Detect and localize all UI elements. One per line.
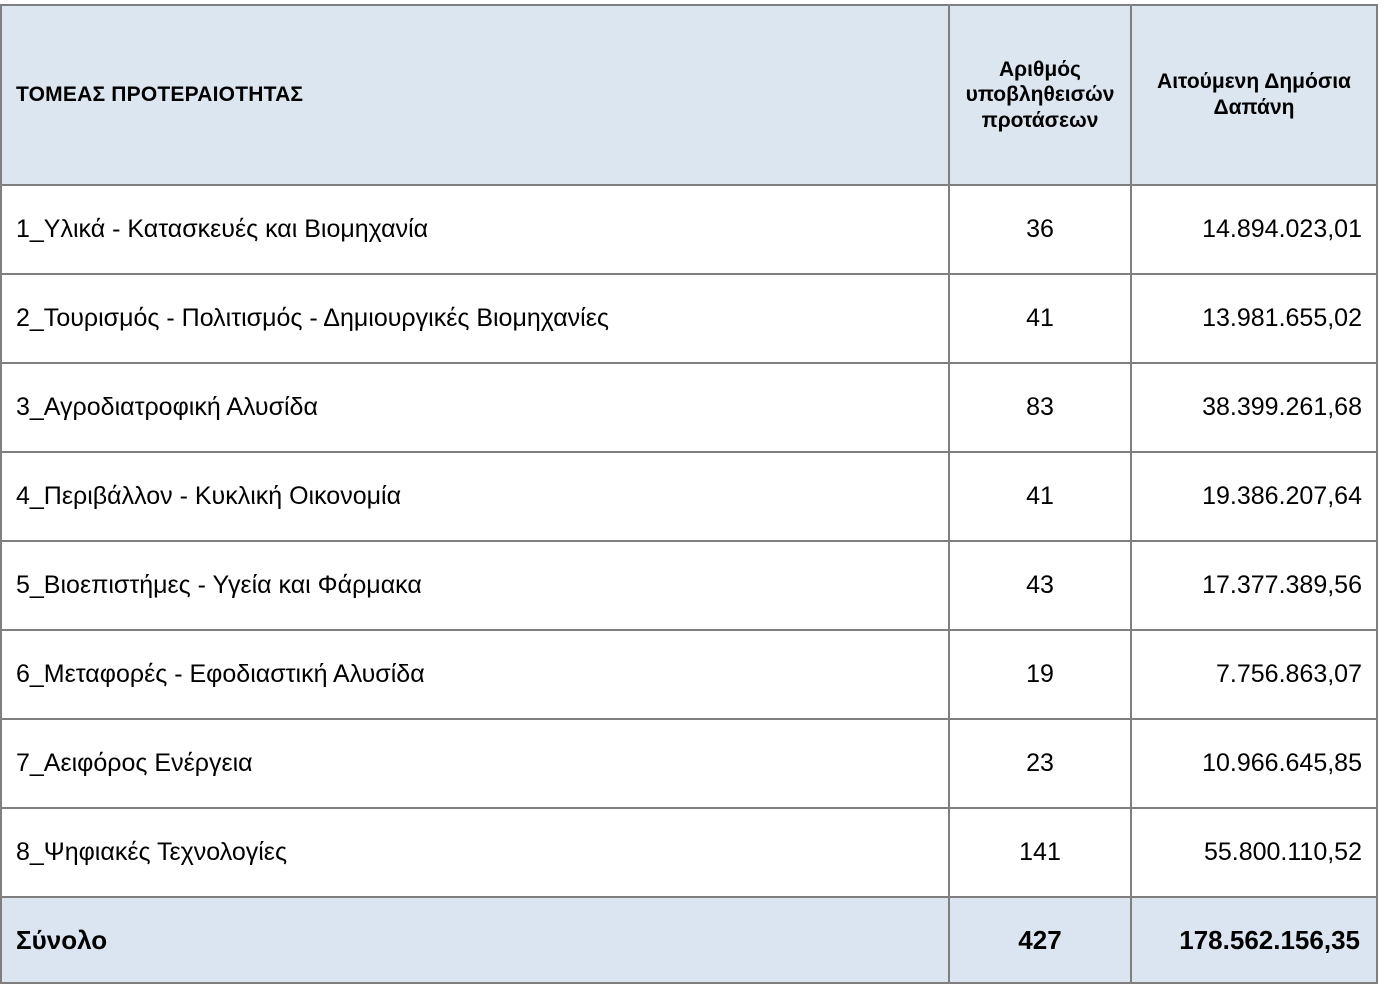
cell-amount: 19.386.207,64 xyxy=(1131,452,1377,541)
cell-sector: 1_Υλικά - Κατασκευές και Βιομηχανία xyxy=(1,185,949,274)
cell-count: 19 xyxy=(949,630,1131,719)
cell-sector: 6_Μεταφορές - Εφοδιαστική Αλυσίδα xyxy=(1,630,949,719)
column-header-amount: Αιτούμενη Δημόσια Δαπάνη xyxy=(1131,5,1377,185)
cell-count: 83 xyxy=(949,363,1131,452)
table-header xyxy=(1,5,1377,185)
total-label: Σύνολο xyxy=(1,897,949,983)
cell-sector: 4_Περιβάλλον - Κυκλική Οικονομία xyxy=(1,452,949,541)
cell-count: 43 xyxy=(949,541,1131,630)
table-row xyxy=(1,541,1377,630)
table-row xyxy=(1,363,1377,452)
column-header-sector: ΤΟΜΕΑΣ ΠΡΟΤΕΡΑΙΟΤΗΤΑΣ xyxy=(1,5,949,185)
table-row xyxy=(1,274,1377,363)
priority-sectors-table-container xyxy=(0,4,1376,984)
cell-count: 41 xyxy=(949,274,1131,363)
cell-sector: 3_Αγροδιατροφική Αλυσίδα xyxy=(1,363,949,452)
cell-amount: 7.756.863,07 xyxy=(1131,630,1377,719)
total-amount: 178.562.156,35 xyxy=(1131,897,1377,983)
cell-amount: 13.981.655,02 xyxy=(1131,274,1377,363)
cell-count: 41 xyxy=(949,452,1131,541)
cell-amount: 55.800.110,52 xyxy=(1131,808,1377,897)
cell-amount: 38.399.261,68 xyxy=(1131,363,1377,452)
table-row xyxy=(1,630,1377,719)
cell-sector: 2_Τουρισμός - Πολιτισμός - Δημιουργικές Βιομηχανίες xyxy=(1,274,949,363)
table-row xyxy=(1,452,1377,541)
table-row xyxy=(1,185,1377,274)
cell-count: 36 xyxy=(949,185,1131,274)
table-total-row xyxy=(1,897,1377,983)
cell-amount: 17.377.389,56 xyxy=(1131,541,1377,630)
cell-count: 23 xyxy=(949,719,1131,808)
table-footer xyxy=(1,897,1377,983)
cell-count: 141 xyxy=(949,808,1131,897)
table-row xyxy=(1,719,1377,808)
cell-amount: 10.966.645,85 xyxy=(1131,719,1377,808)
table-header-row xyxy=(1,5,1377,185)
cell-amount: 14.894.023,01 xyxy=(1131,185,1377,274)
cell-sector: 8_Ψηφιακές Τεχνολογίες xyxy=(1,808,949,897)
priority-sectors-table xyxy=(0,4,1378,984)
cell-sector: 7_Αειφόρος Ενέργεια xyxy=(1,719,949,808)
cell-sector: 5_Βιοεπιστήμες - Υγεία και Φάρμακα xyxy=(1,541,949,630)
table-body xyxy=(1,185,1377,897)
total-count: 427 xyxy=(949,897,1131,983)
column-header-count: Αριθμός υποβληθεισών προτάσεων xyxy=(949,5,1131,185)
table-row xyxy=(1,808,1377,897)
